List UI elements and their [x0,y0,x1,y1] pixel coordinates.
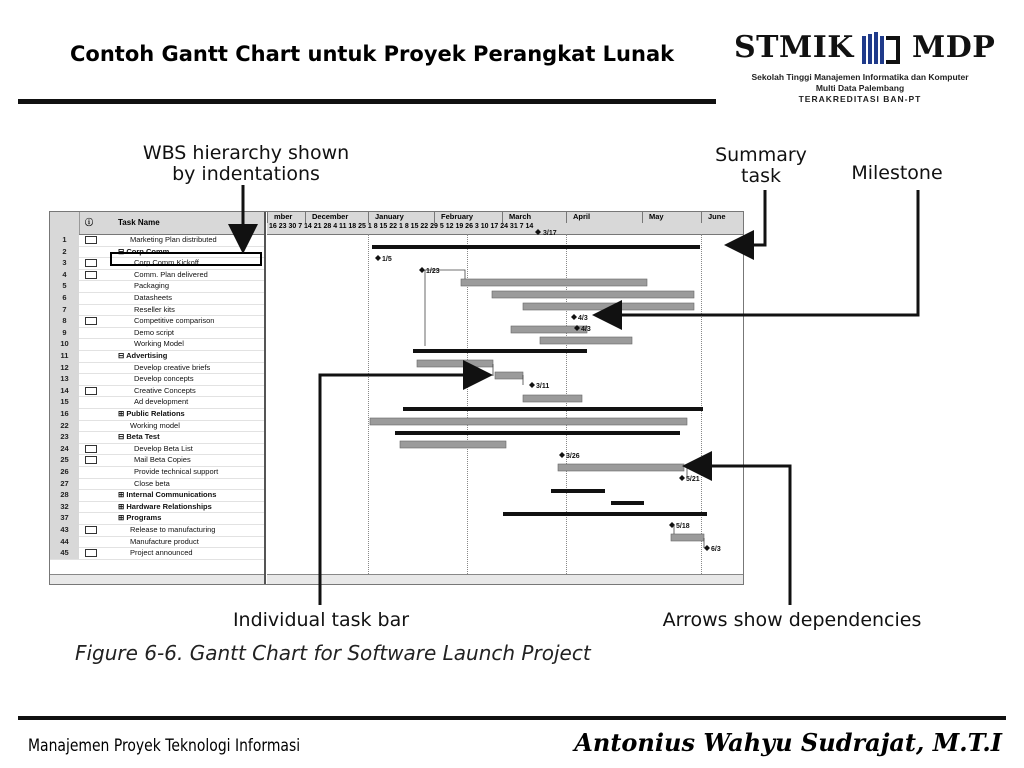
day-labels: 16 23 30 7 14 21 28 4 11 18 25 1 8 15 22 1 8 15 22 29 5 12 19 26 3 10 17 24 31 7 14 [269,223,534,230]
task-name: Close beta [134,478,170,488]
row-id: 16 [50,408,79,420]
callout-task-bar: Individual task bar [232,609,410,631]
logo-line-3: TERAKREDITASI BAN-PT [798,94,922,104]
row-id: 13 [50,373,79,385]
task-name: Ad development [134,397,189,407]
task-name: ⊞ Hardware Relationships [118,501,212,511]
callout-summary-task: Summary task [715,144,807,187]
milestone-label: 1/5 [382,256,392,263]
task-name: Provide technical support [134,467,219,476]
task-name: Develop creative briefs [134,362,211,372]
row-id: 7 [50,304,79,316]
callout-milestone: Milestone [851,162,943,184]
task-name: Working Model [134,339,184,349]
task-name: Release to manufacturing [130,525,216,534]
task-name: ⊞ Internal Communications [118,490,217,500]
month-label: December [305,212,368,223]
row-id: 12 [50,362,79,374]
task-name: Develop Beta List [134,443,193,453]
row-id: 37 [50,512,79,524]
milestone-label: 5/21 [686,476,700,483]
milestone-label: 1/23 [426,268,440,275]
milestone-label: 5/18 [676,523,690,530]
task-name: Mail Beta Copies [134,455,191,465]
task-name: Comm. Plan delivered [134,269,208,279]
logo-line-2: Multi Data Palembang [815,83,905,93]
row-id: 9 [50,327,79,339]
row-id: 28 [50,489,79,501]
footer-course-name: Manajemen Proyek Teknologi Informasi [28,736,301,756]
task-name: Manufacture product [130,536,199,546]
info-icon: ⓘ [85,218,93,227]
task-name: Develop concepts [134,374,194,384]
milestone-label: 3/11 [536,383,550,390]
month-label: April [566,212,642,223]
task-name: Competitive comparison [134,316,215,326]
logo-left-text: STMIK [734,30,854,65]
row-id: 23 [50,431,79,443]
footer-divider [18,716,1006,720]
row-id: 15 [50,396,79,408]
milestone-label: 3/17 [543,230,557,237]
milestone-label: 4/3 [578,315,588,322]
row-id: 43 [50,524,79,536]
month-label: June [701,212,743,223]
summary-arrow [730,190,765,245]
row-id: 2 [50,246,79,258]
row-id: 27 [50,478,79,490]
row-id: 32 [50,501,79,513]
callout-wbs: WBS hierarchy shown by indentations [142,142,350,185]
slide-title: Contoh Gantt Chart untuk Proyek Perangkat Lunak [70,42,675,66]
task-name: ⊞ Public Relations [118,409,185,418]
row-id: 22 [50,420,79,432]
task-name: Creative Concepts [134,385,196,395]
row-id: 8 [50,315,79,327]
task-name-header: Task Name [118,218,160,227]
task-name: Datasheets [134,293,172,302]
month-label: mber [267,212,305,223]
task-name: Working model [130,420,180,430]
month-label: February [434,212,502,223]
row-id: 3 [50,257,79,269]
task-name: Project announced [130,548,193,558]
dependency-arrow-callout [688,466,790,605]
row-id: 26 [50,466,79,478]
row-id: 44 [50,536,79,548]
month-label: May [642,212,701,223]
row-id: 14 [50,385,79,397]
task-name: Reseller kits [134,304,175,314]
milestone-label: 4/3 [581,326,591,333]
month-label: March [502,212,566,223]
row-id: 1 [50,234,79,246]
row-id: 4 [50,269,79,281]
task-name: Marketing Plan distributed [130,235,217,244]
row-id: 25 [50,454,79,466]
row-id: 10 [50,338,79,350]
task-name: ⊟ Advertising [118,351,168,360]
row-id: 6 [50,292,79,304]
milestone-label: 6/3 [711,546,721,553]
month-label: January [368,212,434,223]
logo-line-1: Sekolah Tinggi Manajemen Informatika dan Komputer [751,72,969,82]
row-id: 11 [50,350,79,362]
row-id: 45 [50,547,79,559]
task-name: Packaging [134,281,170,291]
task-name: ⊞ Programs [118,513,162,523]
figure-caption: Figure 6-6. Gantt Chart for Software Launch Project [75,641,591,665]
callout-dependencies: Arrows show dependencies [662,609,922,631]
task-name: Corp Comm Kickoff [134,258,199,268]
logo-right-text: MDP [912,30,996,65]
task-name: ⊟ Beta Test [118,432,160,442]
row-id: 24 [50,443,79,455]
task-bar-arrow [320,375,487,605]
milestone-label: 3/26 [566,453,580,460]
task-name: ⊟ Corp Comm [118,246,170,256]
footer-author: Antonius Wahyu Sudrajat, M.T.I [574,728,1002,757]
task-name: Demo script [134,327,175,337]
row-id: 5 [50,280,79,292]
milestone-arrow [598,190,918,315]
